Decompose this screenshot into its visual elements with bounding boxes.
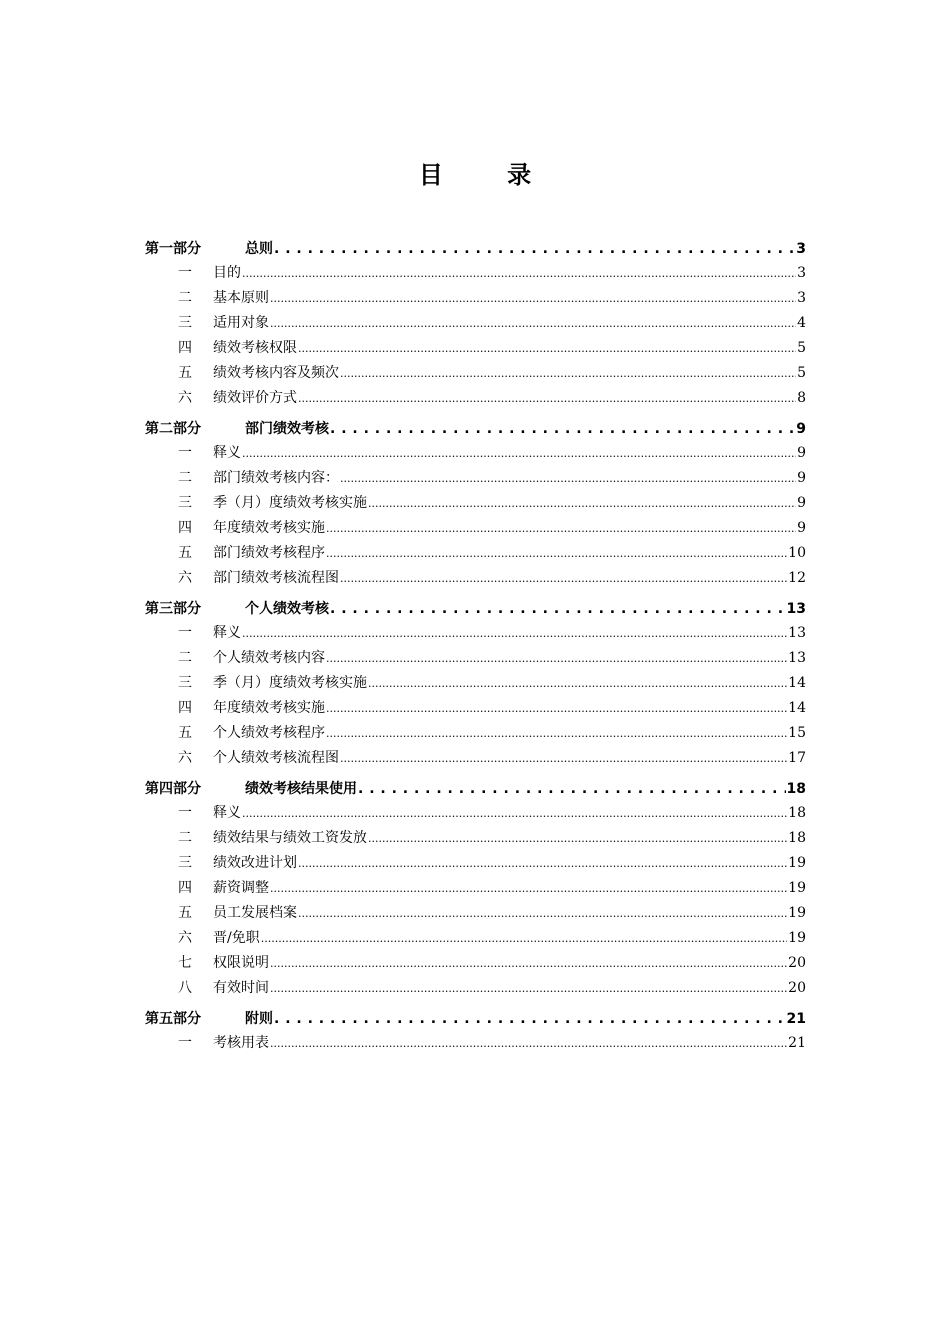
item-number: 六 <box>178 570 192 586</box>
item-title: 绩效评价方式 <box>213 390 297 406</box>
item-title: 晋/免职 <box>213 930 260 946</box>
item-title: 绩效考核内容及频次 <box>213 365 339 381</box>
page-number: 8 <box>797 390 806 406</box>
item-title: 员工发展档案 <box>213 905 297 921</box>
toc-item-entry[interactable] <box>145 517 806 542</box>
item-title: 个人绩效考核内容 <box>213 650 325 666</box>
item-title: 释义 <box>213 805 241 821</box>
section-title: 个人绩效考核 <box>245 601 329 617</box>
item-number: 三 <box>178 495 192 511</box>
dot-leader <box>340 472 796 485</box>
page-number: 21 <box>786 1011 806 1027</box>
toc-section-entry[interactable] <box>145 598 806 622</box>
item-title: 绩效结果与绩效工资发放 <box>213 830 367 846</box>
toc-item-entry[interactable] <box>145 567 806 592</box>
item-number: 一 <box>178 1035 192 1051</box>
item-title: 有效时间 <box>213 980 269 996</box>
page-number: 15 <box>788 725 806 741</box>
page-number: 19 <box>788 880 806 896</box>
toc-item-entry[interactable] <box>145 902 806 927</box>
dot-leader <box>261 932 787 945</box>
page-number: 3 <box>796 241 806 257</box>
item-title: 释义 <box>213 625 241 641</box>
dot-leader <box>326 547 787 560</box>
item-title: 部门绩效考核程序 <box>213 545 325 561</box>
toc-item-entry[interactable] <box>145 337 806 362</box>
toc-item-entry[interactable] <box>145 672 806 697</box>
item-number: 四 <box>178 520 192 536</box>
item-number: 六 <box>178 390 192 406</box>
page-number: 13 <box>786 601 806 617</box>
page-number: 4 <box>797 315 806 331</box>
page-number: 21 <box>788 1035 806 1051</box>
page-number: 9 <box>797 470 806 486</box>
item-number: 六 <box>178 930 192 946</box>
item-number: 五 <box>178 545 192 561</box>
toc-item-entry[interactable] <box>145 262 806 287</box>
dot-leader <box>270 317 796 330</box>
page-number: 5 <box>797 340 806 356</box>
dot-leader <box>358 781 786 797</box>
item-number: 七 <box>178 955 192 971</box>
section-number: 第五部分 <box>145 1011 201 1027</box>
toc-item-entry[interactable] <box>145 877 806 902</box>
item-number: 四 <box>178 340 192 356</box>
section-title: 总则 <box>245 241 273 257</box>
item-title: 部门绩效考核内容： <box>213 470 339 486</box>
item-title: 个人绩效考核程序 <box>213 725 325 741</box>
page-number: 13 <box>788 625 806 641</box>
dot-leader <box>340 367 796 380</box>
item-title: 释义 <box>213 445 241 461</box>
item-number: 五 <box>178 905 192 921</box>
dot-leader <box>298 907 787 920</box>
item-title: 年度绩效考核实施 <box>213 520 325 536</box>
section-number: 第二部分 <box>145 421 201 437</box>
page-title: 目 录 <box>418 161 560 189</box>
section-number: 第三部分 <box>145 601 201 617</box>
item-number: 二 <box>178 650 192 666</box>
dot-leader <box>242 627 787 640</box>
toc-item-entry[interactable] <box>145 467 806 492</box>
item-number: 二 <box>178 830 192 846</box>
dot-leader <box>326 652 787 665</box>
item-number: 二 <box>178 470 192 486</box>
toc-section-entry[interactable] <box>145 1008 806 1032</box>
page-number: 10 <box>788 545 806 561</box>
dot-leader <box>326 702 787 715</box>
table-of-contents <box>145 238 806 1057</box>
item-title: 绩效改进计划 <box>213 855 297 871</box>
toc-section-entry[interactable] <box>145 238 806 262</box>
page-number: 14 <box>788 700 806 716</box>
item-title: 考核用表 <box>213 1035 269 1051</box>
toc-item-entry[interactable] <box>145 927 806 952</box>
page-number: 9 <box>796 421 806 437</box>
toc-item-entry[interactable] <box>145 722 806 747</box>
toc-item-entry[interactable] <box>145 827 806 852</box>
toc-item-entry[interactable] <box>145 952 806 977</box>
page-number: 5 <box>797 365 806 381</box>
toc-item-entry[interactable] <box>145 542 806 567</box>
item-title: 权限说明 <box>213 955 269 971</box>
dot-leader <box>340 572 787 585</box>
toc-item-entry[interactable] <box>145 977 806 1002</box>
toc-section-entry[interactable] <box>145 418 806 442</box>
toc-item-entry[interactable] <box>145 802 806 827</box>
item-title: 薪资调整 <box>213 880 269 896</box>
page-number: 13 <box>788 650 806 666</box>
dot-leader <box>326 522 796 535</box>
dot-leader <box>270 882 787 895</box>
section-number: 第一部分 <box>145 241 201 257</box>
page-number: 19 <box>788 930 806 946</box>
page-number: 12 <box>788 570 806 586</box>
dot-leader <box>330 421 795 437</box>
section-title: 附则 <box>245 1011 273 1027</box>
item-title: 季（月）度绩效考核实施 <box>213 675 367 691</box>
page-number: 18 <box>788 805 806 821</box>
page-number: 9 <box>797 445 806 461</box>
item-title: 年度绩效考核实施 <box>213 700 325 716</box>
item-number: 二 <box>178 290 192 306</box>
page-number: 3 <box>797 290 806 306</box>
item-number: 一 <box>178 625 192 641</box>
dot-leader <box>368 832 787 845</box>
item-number: 三 <box>178 855 192 871</box>
page-number: 18 <box>786 781 806 797</box>
item-number: 五 <box>178 725 192 741</box>
page-number: 14 <box>788 675 806 691</box>
toc-item-entry[interactable] <box>145 312 806 337</box>
toc-item-entry[interactable] <box>145 387 806 412</box>
toc-item-entry[interactable] <box>145 622 806 647</box>
dot-leader <box>274 241 795 257</box>
item-number: 一 <box>178 265 192 281</box>
item-number: 三 <box>178 315 192 331</box>
toc-item-entry[interactable] <box>145 362 806 387</box>
section-title: 绩效考核结果使用 <box>245 781 357 797</box>
page-number: 18 <box>788 830 806 846</box>
toc-section-entry[interactable] <box>145 778 806 802</box>
item-number: 六 <box>178 750 192 766</box>
dot-leader <box>242 267 796 280</box>
dot-leader <box>326 727 787 740</box>
toc-item-entry[interactable] <box>145 442 806 467</box>
item-title: 适用对象 <box>213 315 269 331</box>
page-number: 17 <box>788 750 806 766</box>
toc-item-entry[interactable] <box>145 492 806 517</box>
page-number: 19 <box>788 855 806 871</box>
dot-leader <box>242 447 796 460</box>
toc-item-entry[interactable] <box>145 697 806 722</box>
item-number: 一 <box>178 445 192 461</box>
toc-item-entry[interactable] <box>145 647 806 672</box>
page-number: 9 <box>797 495 806 511</box>
dot-leader <box>270 292 796 305</box>
section-title: 部门绩效考核 <box>245 421 329 437</box>
toc-item-entry[interactable] <box>145 852 806 877</box>
dot-leader <box>298 392 796 405</box>
item-number: 三 <box>178 675 192 691</box>
toc-item-entry[interactable] <box>145 1032 806 1057</box>
page-number: 20 <box>788 980 806 996</box>
item-title: 部门绩效考核流程图 <box>213 570 339 586</box>
item-number: 八 <box>178 980 192 996</box>
dot-leader <box>298 857 787 870</box>
item-title: 个人绩效考核流程图 <box>213 750 339 766</box>
section-number: 第四部分 <box>145 781 201 797</box>
item-number: 一 <box>178 805 192 821</box>
dot-leader <box>298 342 796 355</box>
dot-leader <box>270 982 787 995</box>
page-number: 9 <box>797 520 806 536</box>
page-number: 20 <box>788 955 806 971</box>
item-number: 四 <box>178 880 192 896</box>
dot-leader <box>242 807 787 820</box>
dot-leader <box>274 1011 786 1027</box>
item-title: 目的 <box>213 265 241 281</box>
item-number: 五 <box>178 365 192 381</box>
page-number: 3 <box>797 265 806 281</box>
dot-leader <box>340 752 787 765</box>
dot-leader <box>270 957 787 970</box>
item-title: 季（月）度绩效考核实施 <box>213 495 367 511</box>
item-number: 四 <box>178 700 192 716</box>
dot-leader <box>368 677 787 690</box>
item-title: 基本原则 <box>213 290 269 306</box>
item-title: 绩效考核权限 <box>213 340 297 356</box>
dot-leader <box>330 601 786 617</box>
dot-leader <box>368 497 796 510</box>
toc-item-entry[interactable] <box>145 747 806 772</box>
toc-item-entry[interactable] <box>145 287 806 312</box>
dot-leader <box>270 1037 787 1050</box>
page-number: 19 <box>788 905 806 921</box>
